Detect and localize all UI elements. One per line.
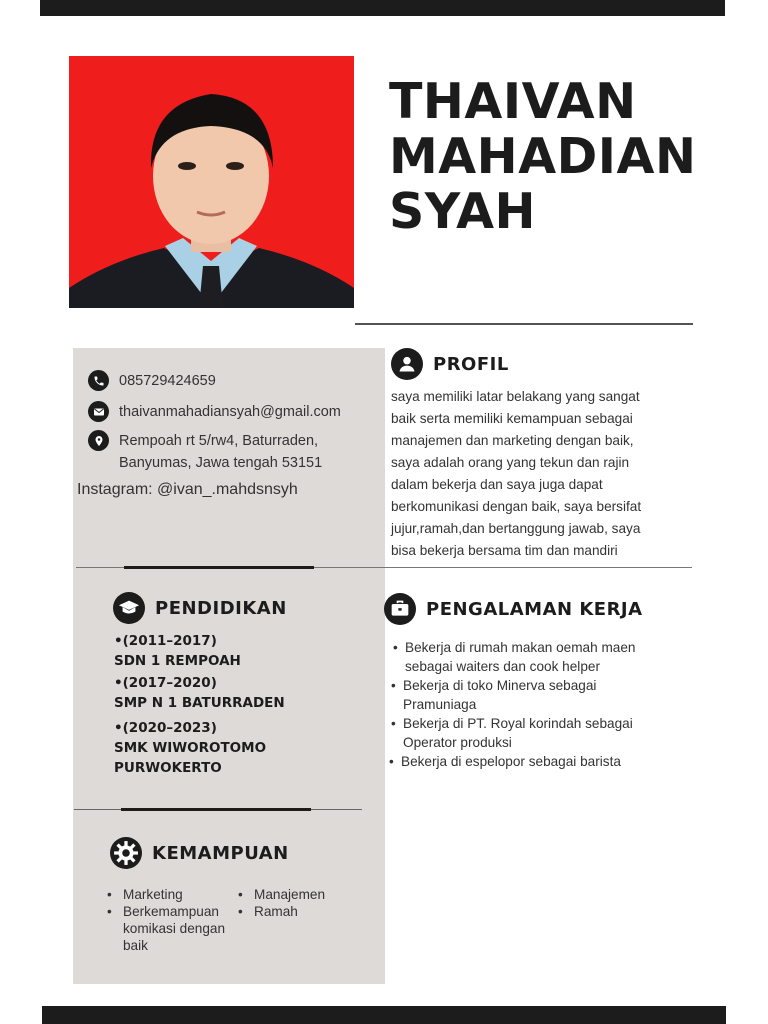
divider [355, 323, 693, 325]
profil-line: dalam bekerja dan saya juga dapat [391, 477, 603, 492]
education-entry-1 [114, 631, 241, 671]
education-period: •(2017–2020) [114, 675, 217, 691]
gear-icon [110, 837, 142, 869]
contact-address [88, 430, 322, 474]
email-address: thaivanmahadiansyah@gmail.com [119, 404, 341, 420]
profil-heading [391, 348, 509, 380]
pendidikan-title: PENDIDIKAN [155, 597, 287, 619]
education-entry-3 [114, 718, 266, 778]
divider-accent [124, 566, 314, 569]
experience-item: • Bekerja di PT. Royal korindah sebagai Operator produksi [403, 714, 705, 752]
instagram-handle: Instagram: @ivan_.mahdsnsyh [77, 481, 298, 498]
profil-line: bisa bekerja bersama tim dan mandiri [391, 543, 618, 558]
divider-accent [121, 808, 311, 811]
full-name [389, 74, 749, 239]
top-bar [40, 0, 725, 16]
skill-item: • Marketing [123, 886, 225, 903]
education-period: •(2020–2023) [114, 720, 217, 736]
skill-item: • Manajemen [254, 886, 325, 903]
address-line-2: Banyumas, Jawa tengah 53151 [119, 455, 323, 471]
briefcase-icon [384, 593, 416, 625]
skill-item: • Berkemampuan komikasi dengan baik [123, 903, 225, 954]
profil-line: saya adalah orang yang tekun dan rajin [391, 455, 630, 470]
profil-text [391, 386, 691, 562]
address-line-1: Rempoah rt 5/rw4, Baturraden, [119, 433, 319, 449]
email-icon [88, 401, 109, 422]
kemampuan-heading [110, 837, 289, 869]
education-entry-2 [114, 673, 285, 713]
education-school: SMP N 1 BATURRADEN [114, 695, 285, 711]
name-line-2: MAHADIAN [389, 128, 697, 185]
skills-list-1 [123, 886, 225, 954]
location-icon [88, 430, 109, 451]
kemampuan-title: KEMAMPUAN [152, 842, 289, 864]
pengalaman-title: PENGALAMAN KERJA [426, 598, 643, 620]
education-school: SMK WIWOROTOMO [114, 740, 267, 756]
profil-line: berkomunikasi dengan baik, saya bersifat [391, 499, 642, 514]
profil-line: jujur,ramah,dan bertanggung jawab, saya [391, 521, 641, 536]
name-line-3: SYAH [389, 183, 537, 240]
education-school: PURWOKERTO [114, 760, 222, 776]
profil-line: saya memiliki latar belakang yang sangat [391, 389, 640, 404]
contact-email [88, 401, 341, 423]
contact-phone [88, 370, 216, 392]
experience-list [385, 638, 705, 771]
experience-item: • Bekerja di espelopor sebagai barista [401, 752, 705, 771]
skills-list-2 [254, 886, 325, 920]
profil-line: manajemen dan marketing dengan baik, [391, 433, 634, 448]
pengalaman-heading [384, 593, 643, 625]
experience-item: • Bekerja di rumah makan oemah maen sebagai waiters dan cook helper [405, 638, 705, 676]
user-icon [391, 348, 423, 380]
phone-number: 085729424659 [119, 373, 216, 389]
pendidikan-heading [113, 592, 287, 624]
phone-icon [88, 370, 109, 391]
education-school: SDN 1 REMPOAH [114, 653, 241, 669]
graduation-cap-icon [113, 592, 145, 624]
profil-title: PROFIL [433, 353, 509, 375]
bottom-bar [42, 1006, 726, 1024]
education-period: •(2011–2017) [114, 633, 217, 649]
profil-line: baik serta memiliki kemampuan sebagai [391, 411, 633, 426]
skill-item: • Ramah [254, 903, 325, 920]
name-line-1: THAIVAN [389, 73, 637, 130]
profile-photo [69, 56, 354, 308]
experience-item: • Bekerja di toko Minerva sebagai Pramuniaga [403, 676, 705, 714]
person-portrait [69, 56, 354, 308]
